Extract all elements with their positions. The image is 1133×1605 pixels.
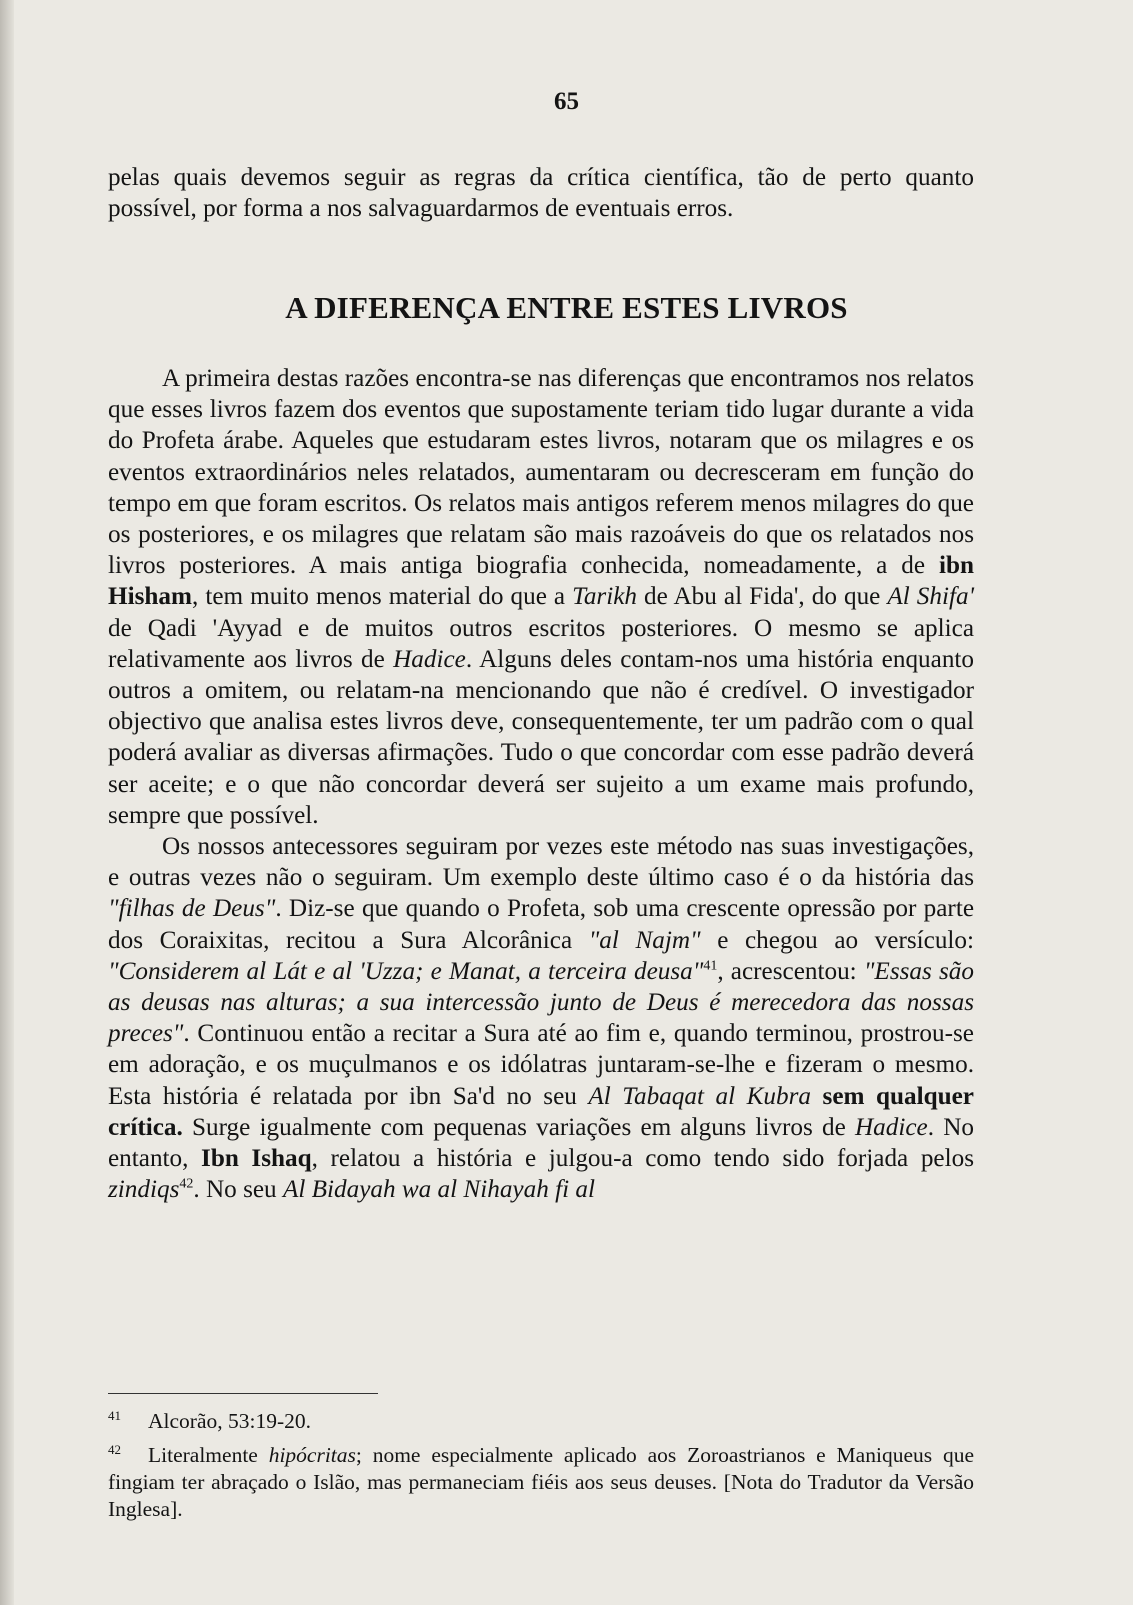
paragraph-1 [108, 363, 974, 831]
p2-text-j: . Continuou então a recitar a Sura até ao fim e, quando terminou, prostrou-se em adoração, e os muçulmanos e os idólatras juntaram-se-lhe e fizeram o mesmo. Esta história é relatada por ibn Sa'd no seu [108, 1020, 974, 1110]
page-binding-edge [0, 0, 14, 1605]
footnote-42-text-c: ; nome especialmente aplicado aos Zoroastrianos e Maniqueus que fingiam ter abraçado o Islão, mas permaneciam fiéis aos seus deuses. [Nota do Tradutor da Versão Inglesa]. [108, 1443, 974, 1521]
p1-text-a: A primeira destas razões encontra-se nas diferenças que encontramos nos relatos que esses livros fazem dos eventos que supostamente teriam tido lugar durante a vida do Profeta árabe. Aqueles que estudaram estes livros, notaram que os milagres e os eventos extraordinários neles relatados, aumentaram ou decresceram em função do tempo em que foram escritos. Os relatos mais antigos referem menos milagres do que os posteriores, e os milagres que relatam são mais razoáveis do que os relatados nos livros posteriores. A mais antiga biografia conhecida, nomeadamente, a de [108, 365, 974, 580]
p2-text-h: , acrescentou: [717, 957, 864, 985]
p2-text-c: . Diz-se que quando o Profeta, sob uma crescente opressão por parte dos Coraixitas, recitou a Sura Alcorânica [108, 895, 974, 954]
p2-text-a: Os nossos antecessores seguiram por vezes este método nas suas investigações, e outras vezes não o seguiram. Um exemplo deste último caso é o da história das [108, 833, 974, 892]
p1-author: ibn Hisham [108, 552, 974, 611]
p2-text-t: . No seu [193, 1176, 283, 1204]
footnote-42: 42 Literalmente hipócritas; nome especialmente aplicado aos Zoroastrianos e Maniqueus que fingiam ter abraçado o Islão, mas permaneciam fiéis aos seus deuses. [Nota do Tradutor da Versão Inglesa]. [108, 1441, 974, 1521]
p2-quote-al-najm: "al Najm" [588, 926, 701, 954]
section-heading: A DIFERENÇA ENTRE ESTES LIVROS [285, 290, 848, 325]
p2-title-bidayah: Al Bidayah wa al Nihayah fi al [282, 1176, 595, 1204]
p1-text-c: , tem muito menos material do que a [191, 583, 573, 611]
footnote-divider [108, 1393, 378, 1394]
page-number: 65 [554, 88, 579, 115]
intro-text: pelas quais devemos seguir as regras da crítica científica, tão de perto quanto possível, por forma a nos salvaguardarmos de eventuais erros. [108, 164, 974, 223]
p2-title-hadice: Hadice [854, 1113, 928, 1141]
footnote-42-italic: hipócritas [268, 1443, 356, 1467]
p1-title-al-shifa: Al Shifa' [887, 583, 974, 611]
p2-quote-deusas: "Essas são as deusas nas alturas; a sua intercessão junto de Deus é merecedora das nossas preces" [108, 957, 974, 1048]
section-body [108, 363, 974, 1205]
p2-author-ibn-ishaq: Ibn Ishaq [201, 1145, 312, 1173]
p2-bold-sem-critica: sem qualquer crítica. [108, 1082, 974, 1141]
p2-text-m: Surge igualmente com pequenas variações em alguns livros de [182, 1113, 855, 1141]
p1-text-e: de Abu al Fida', do que [637, 583, 888, 611]
p2-term-zindiqs: zindiqs [108, 1176, 180, 1204]
p2-text-q: , relatou a história e julgou-a como tendo sido forjada pelos [311, 1145, 974, 1173]
footnote-ref-42: 42 [179, 1176, 194, 1192]
p2-text-o: . No entanto, [108, 1113, 974, 1173]
p2-text-e: e chegou ao versículo: [700, 926, 975, 954]
p1-title-tarikh: Tarikh [572, 583, 638, 611]
footnote-41-text: Alcorão, 53:19-20. [148, 1409, 312, 1433]
paragraph-2 [108, 831, 974, 1205]
footnote-42-text-a: Literalmente [148, 1443, 269, 1467]
p2-title-tabaqat: Al Tabaqat al Kubra [588, 1082, 811, 1110]
p2-quote-verse: "Considerem al Lát e al 'Uzza; e Manat, a terceira deusa" [108, 957, 704, 985]
p2-quote-filhas: "filhas de Deus" [108, 895, 276, 923]
footnote-41: 41 Alcorão, 53:19-20. [108, 1407, 312, 1433]
intro-paragraph [108, 162, 974, 224]
p1-title-hadice: Hadice [393, 645, 466, 673]
p1-text-g: de Qadi 'Ayyad e de muitos outros escritos posteriores. O mesmo se aplica relativamente aos livros de [108, 614, 974, 673]
p1-text-i: . Alguns deles contam-nos uma história enquanto outros a omitem, ou relatam-na mencionando que não é credível. O investigador objectivo que analisa estes livros deve, consequentemente, ter um padrão com o qual poderá avaliar as diversas afirmações. Tudo o que concordar com esse padrão deverá ser aceite; e o que não concordar deverá ser sujeito a um exame mais profundo, sempre que possível. [108, 645, 975, 829]
footnote-ref-41: 41 [703, 958, 718, 974]
